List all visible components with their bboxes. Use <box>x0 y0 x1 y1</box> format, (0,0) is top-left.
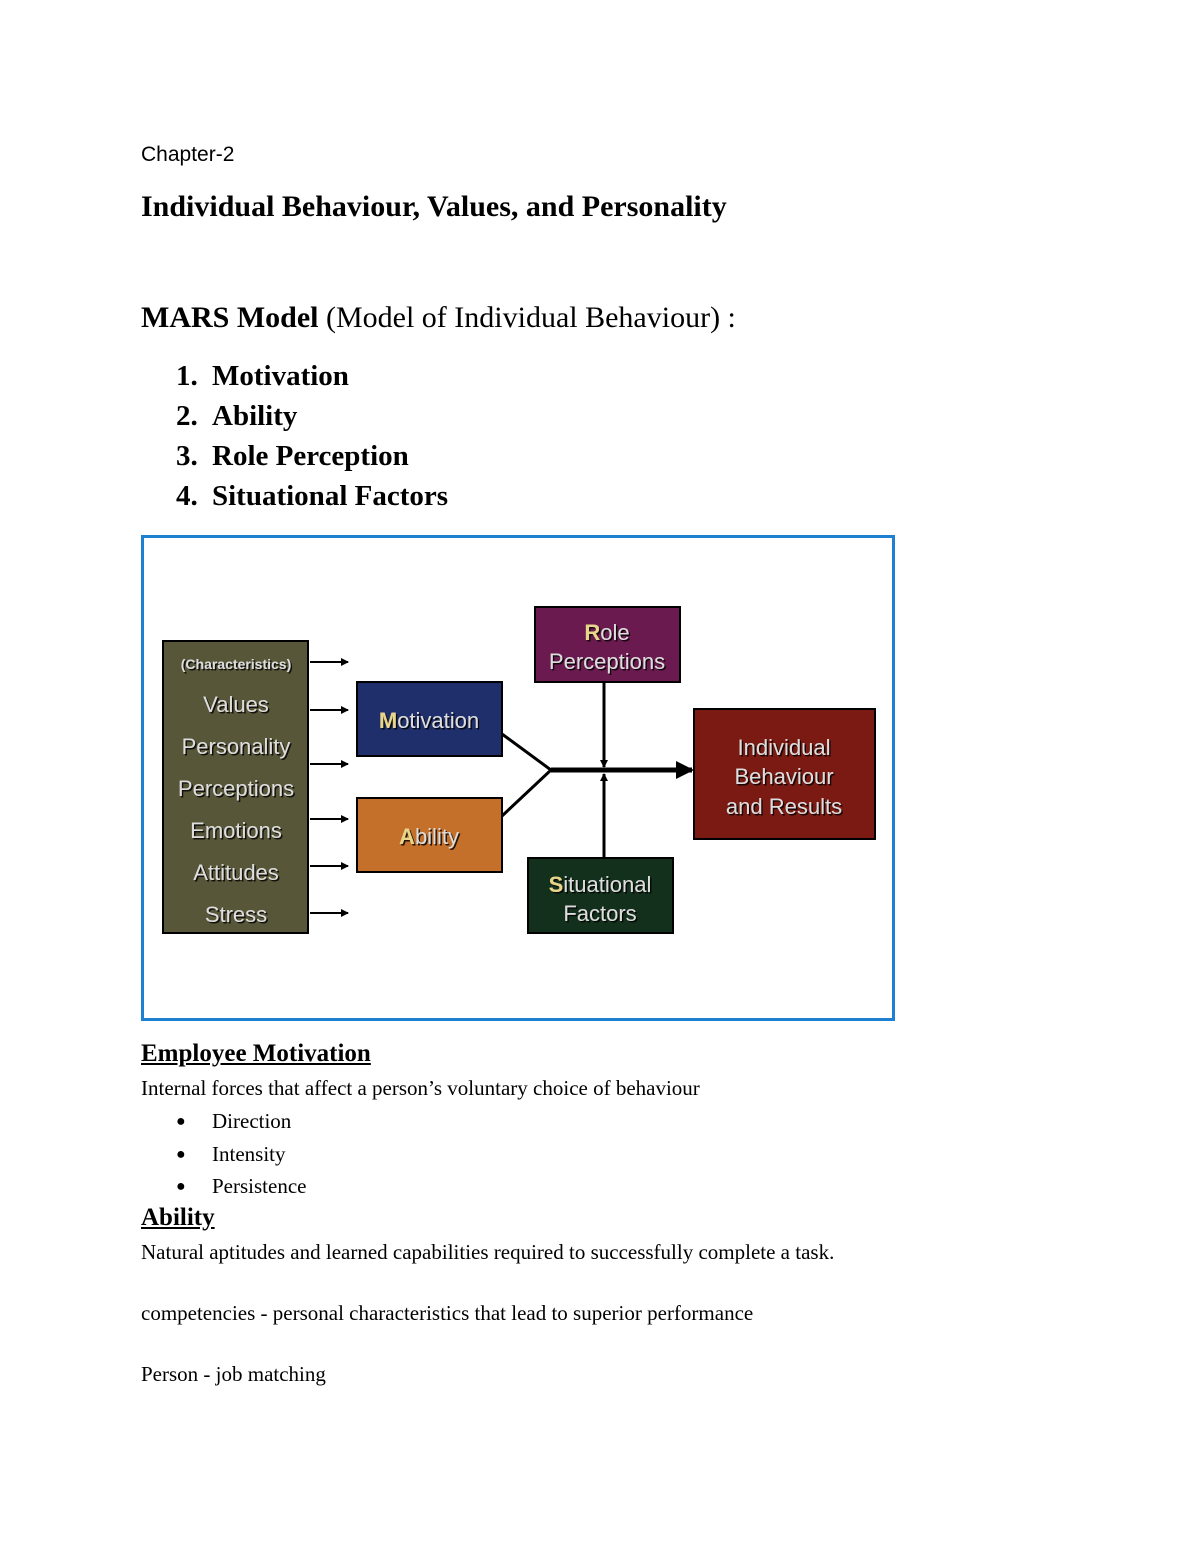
ability-text: Natural aptitudes and learned capabilities required to successfully complete a task. <box>141 1240 835 1264</box>
result-label-line1: Individual <box>737 735 831 760</box>
ability-label: Ability <box>399 824 459 849</box>
document-title: Individual Behaviour, Values, and Personality <box>141 190 727 223</box>
bullet-label: Persistence <box>212 1174 307 1198</box>
mars-heading <box>141 301 736 335</box>
motivation-label: Motivation <box>378 708 480 733</box>
bullet-item <box>176 1174 306 1199</box>
bullet-dot: ● <box>176 1178 186 1195</box>
list-number: 3. <box>176 440 198 472</box>
list-number: 1. <box>176 360 198 392</box>
competencies-text: competencies - personal characteristics that lead to superior performance <box>141 1301 754 1325</box>
mars-list-item <box>176 360 349 393</box>
mars-diagram <box>144 538 892 1018</box>
bullet-label: Direction <box>212 1109 292 1133</box>
result-label-line2: Behaviour <box>734 764 834 789</box>
employee-motivation-heading: Employee Motivation <box>141 1040 371 1067</box>
bullet-dot: ● <box>176 1146 186 1163</box>
mars-list-item <box>176 400 297 433</box>
person-job-matching-text: Person - job matching <box>141 1362 326 1386</box>
bullet-item <box>176 1109 291 1134</box>
converge-connector <box>502 734 551 816</box>
list-label: Situational Factors <box>212 480 449 512</box>
characteristic-emotions: Emotions <box>190 818 282 843</box>
bullet-item <box>176 1142 286 1167</box>
list-label: Role Perception <box>212 440 409 472</box>
situational-label-line1: Situational <box>548 872 652 897</box>
characteristic-attitudes: Attitudes <box>193 860 279 885</box>
ability-heading: Ability <box>141 1204 215 1231</box>
mars-heading-rest: (Model of Individual Behaviour) : <box>318 301 736 334</box>
list-number: 4. <box>176 480 198 512</box>
characteristics-header: (Characteristics) <box>180 656 292 672</box>
characteristic-values: Values <box>203 692 269 717</box>
list-label: Ability <box>212 400 298 432</box>
mars-diagram-frame <box>141 535 895 1021</box>
situational-label-line2: Factors <box>563 901 637 926</box>
role-label-line2: Perceptions <box>548 649 666 674</box>
chapter-label: Chapter-2 <box>141 143 235 166</box>
list-number: 2. <box>176 400 198 432</box>
characteristic-stress: Stress <box>204 902 268 927</box>
result-label-line3: and Results <box>725 794 843 819</box>
mars-list-item <box>176 440 409 473</box>
employee-motivation-text: Internal forces that affect a person’s voluntary choice of behaviour <box>141 1076 700 1100</box>
list-label: Motivation <box>212 360 349 392</box>
bullet-dot: ● <box>176 1113 186 1130</box>
characteristic-perceptions: Perceptions <box>177 776 295 801</box>
mars-heading-bold: MARS Model <box>141 301 319 334</box>
mars-list-item <box>176 480 448 513</box>
role-label-line1: Role <box>584 620 630 645</box>
bullet-label: Intensity <box>212 1142 286 1166</box>
characteristic-personality: Personality <box>181 734 291 759</box>
